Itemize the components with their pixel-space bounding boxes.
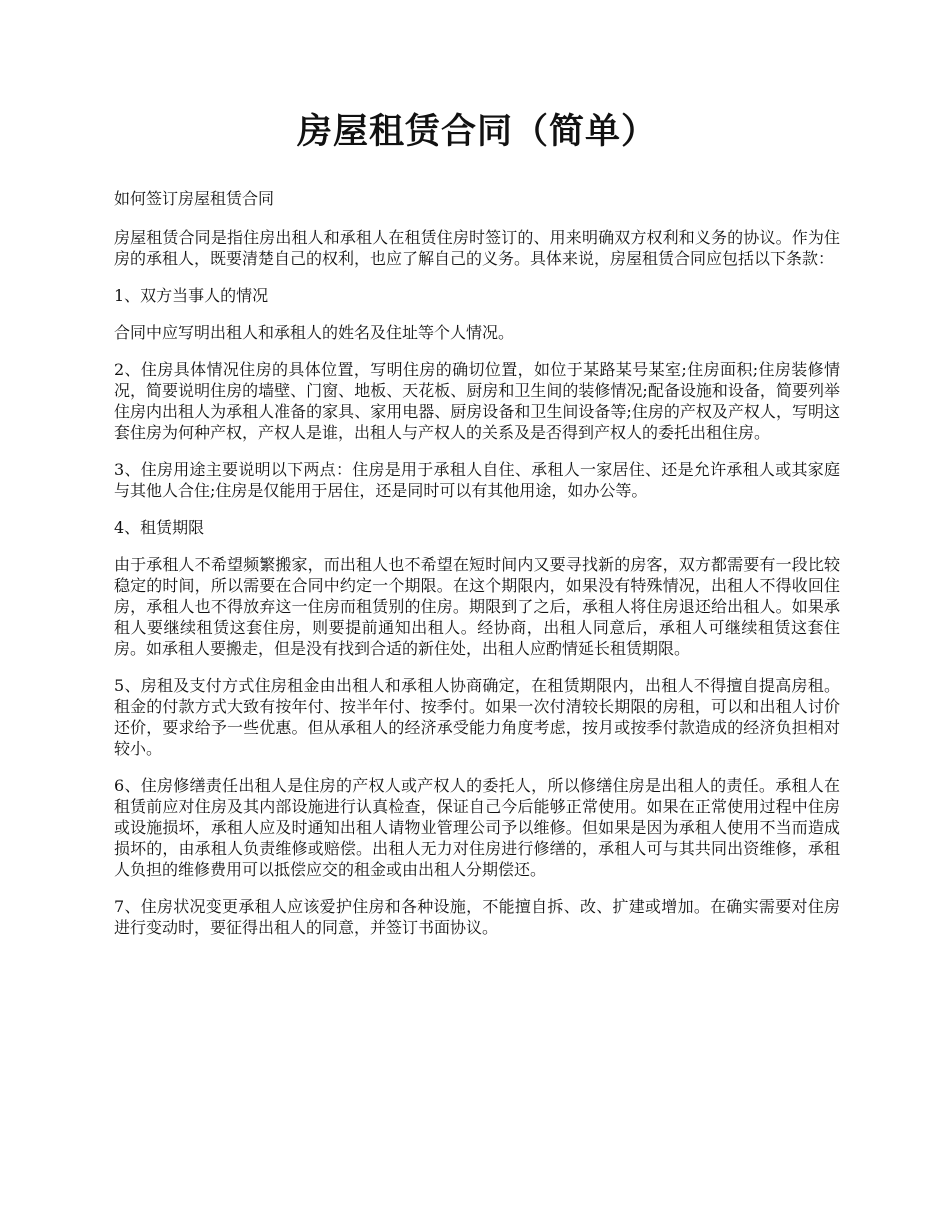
section-heading-4: 4、租赁期限 bbox=[114, 518, 205, 537]
paragraph-rent-payment: 5、房租及支付方式住房租金由出租人和承租人协商确定，在租赁期限内，出租人不得擅自提高房租。租金的付款方式大致有按年付、按半年付、按季付。如果一次付清较长期限的房租，可以和出租人讨价还价，要求给予一些优惠。但从承租人的经济承受能力角度考虑，按月或按季付款造成的经济负担相对较小。 bbox=[114, 676, 840, 758]
paragraph-lease-term: 由于承租人不希望频繁搬家，而出租人也不希望在短时间内又要寻找新的房客，双方都需要有一段比较稳定的时间，所以需要在合同中约定一个期限。在这个期限内，如果没有特殊情况，出租人不得收回住房，承租人也不得放弃这一住房而租赁别的住房。期限到了之后，承租人将住房退还给出租人。如果承租人要继续租赁这套住房，则要提前通知出租人。经协商，出租人同意后，承租人可继续租赁这套住房。如承租人要搬走，但是没有找到合适的新住处，出租人应酌情延长租赁期限。 bbox=[114, 555, 840, 658]
document-title: 房屋租赁合同（简单） bbox=[296, 111, 657, 152]
paragraph-intro: 房屋租赁合同是指住房出租人和承租人在租赁住房时签订的、用来明确双方权利和义务的协议。作为住房的承租人，既要清楚自己的权利，也应了解自己的义务。具体来说，房屋租赁合同应包括以下条款： bbox=[114, 228, 840, 268]
document-subtitle: 如何签订房屋租赁合同 bbox=[114, 189, 275, 208]
paragraph-housing-use: 3、住房用途主要说明以下两点：住房是用于承租人自住、承租人一家居住、还是允许承租人或其家庭与其他人合住;住房是仅能用于居住，还是同时可以有其他用途，如办公等。 bbox=[114, 460, 840, 500]
section-heading-1: 1、双方当事人的情况 bbox=[114, 286, 269, 305]
paragraph-repair-responsibility: 6、住房修缮责任出租人是住房的产权人或产权人的委托人，所以修缮住房是出租人的责任。承租人在租赁前应对住房及其内部设施进行认真检查，保证自己今后能够正常使用。如果在正常使用过程中住房或设施损坏，承租人应及时通知出租人请物业管理公司予以维修。但如果是因为承租人使用不当而造成损坏的，由承租人负责维修或赔偿。出租人无力对住房进行修缮的，承租人可与其共同出资维修，承租人负担的维修费用可以抵偿应交的租金或由出租人分期偿还。 bbox=[114, 776, 840, 879]
paragraph-housing-changes: 7、住房状况变更承租人应该爱护住房和各种设施，不能擅自拆、改、扩建或增加。在确实需要对住房进行变动时，要征得出租人的同意，并签订书面协议。 bbox=[114, 897, 840, 937]
paragraph-parties: 合同中应写明出租人和承租人的姓名及住址等个人情况。 bbox=[114, 323, 515, 342]
paragraph-housing-details: 2、住房具体情况住房的具体位置，写明住房的确切位置，如位于某路某号某室;住房面积;住房装修情况，简要说明住房的墙壁、门窗、地板、天花板、厨房和卫生间的装修情况;配备设施和设备，简要列举住房内出租人为承租人准备的家具、家用电器、厨房设备和卫生间设备等;住房的产权及产权人，写明这套住房为何种产权，产权人是谁，出租人与产权人的关系及是否得到产权人的委托出租住房。 bbox=[114, 360, 840, 442]
